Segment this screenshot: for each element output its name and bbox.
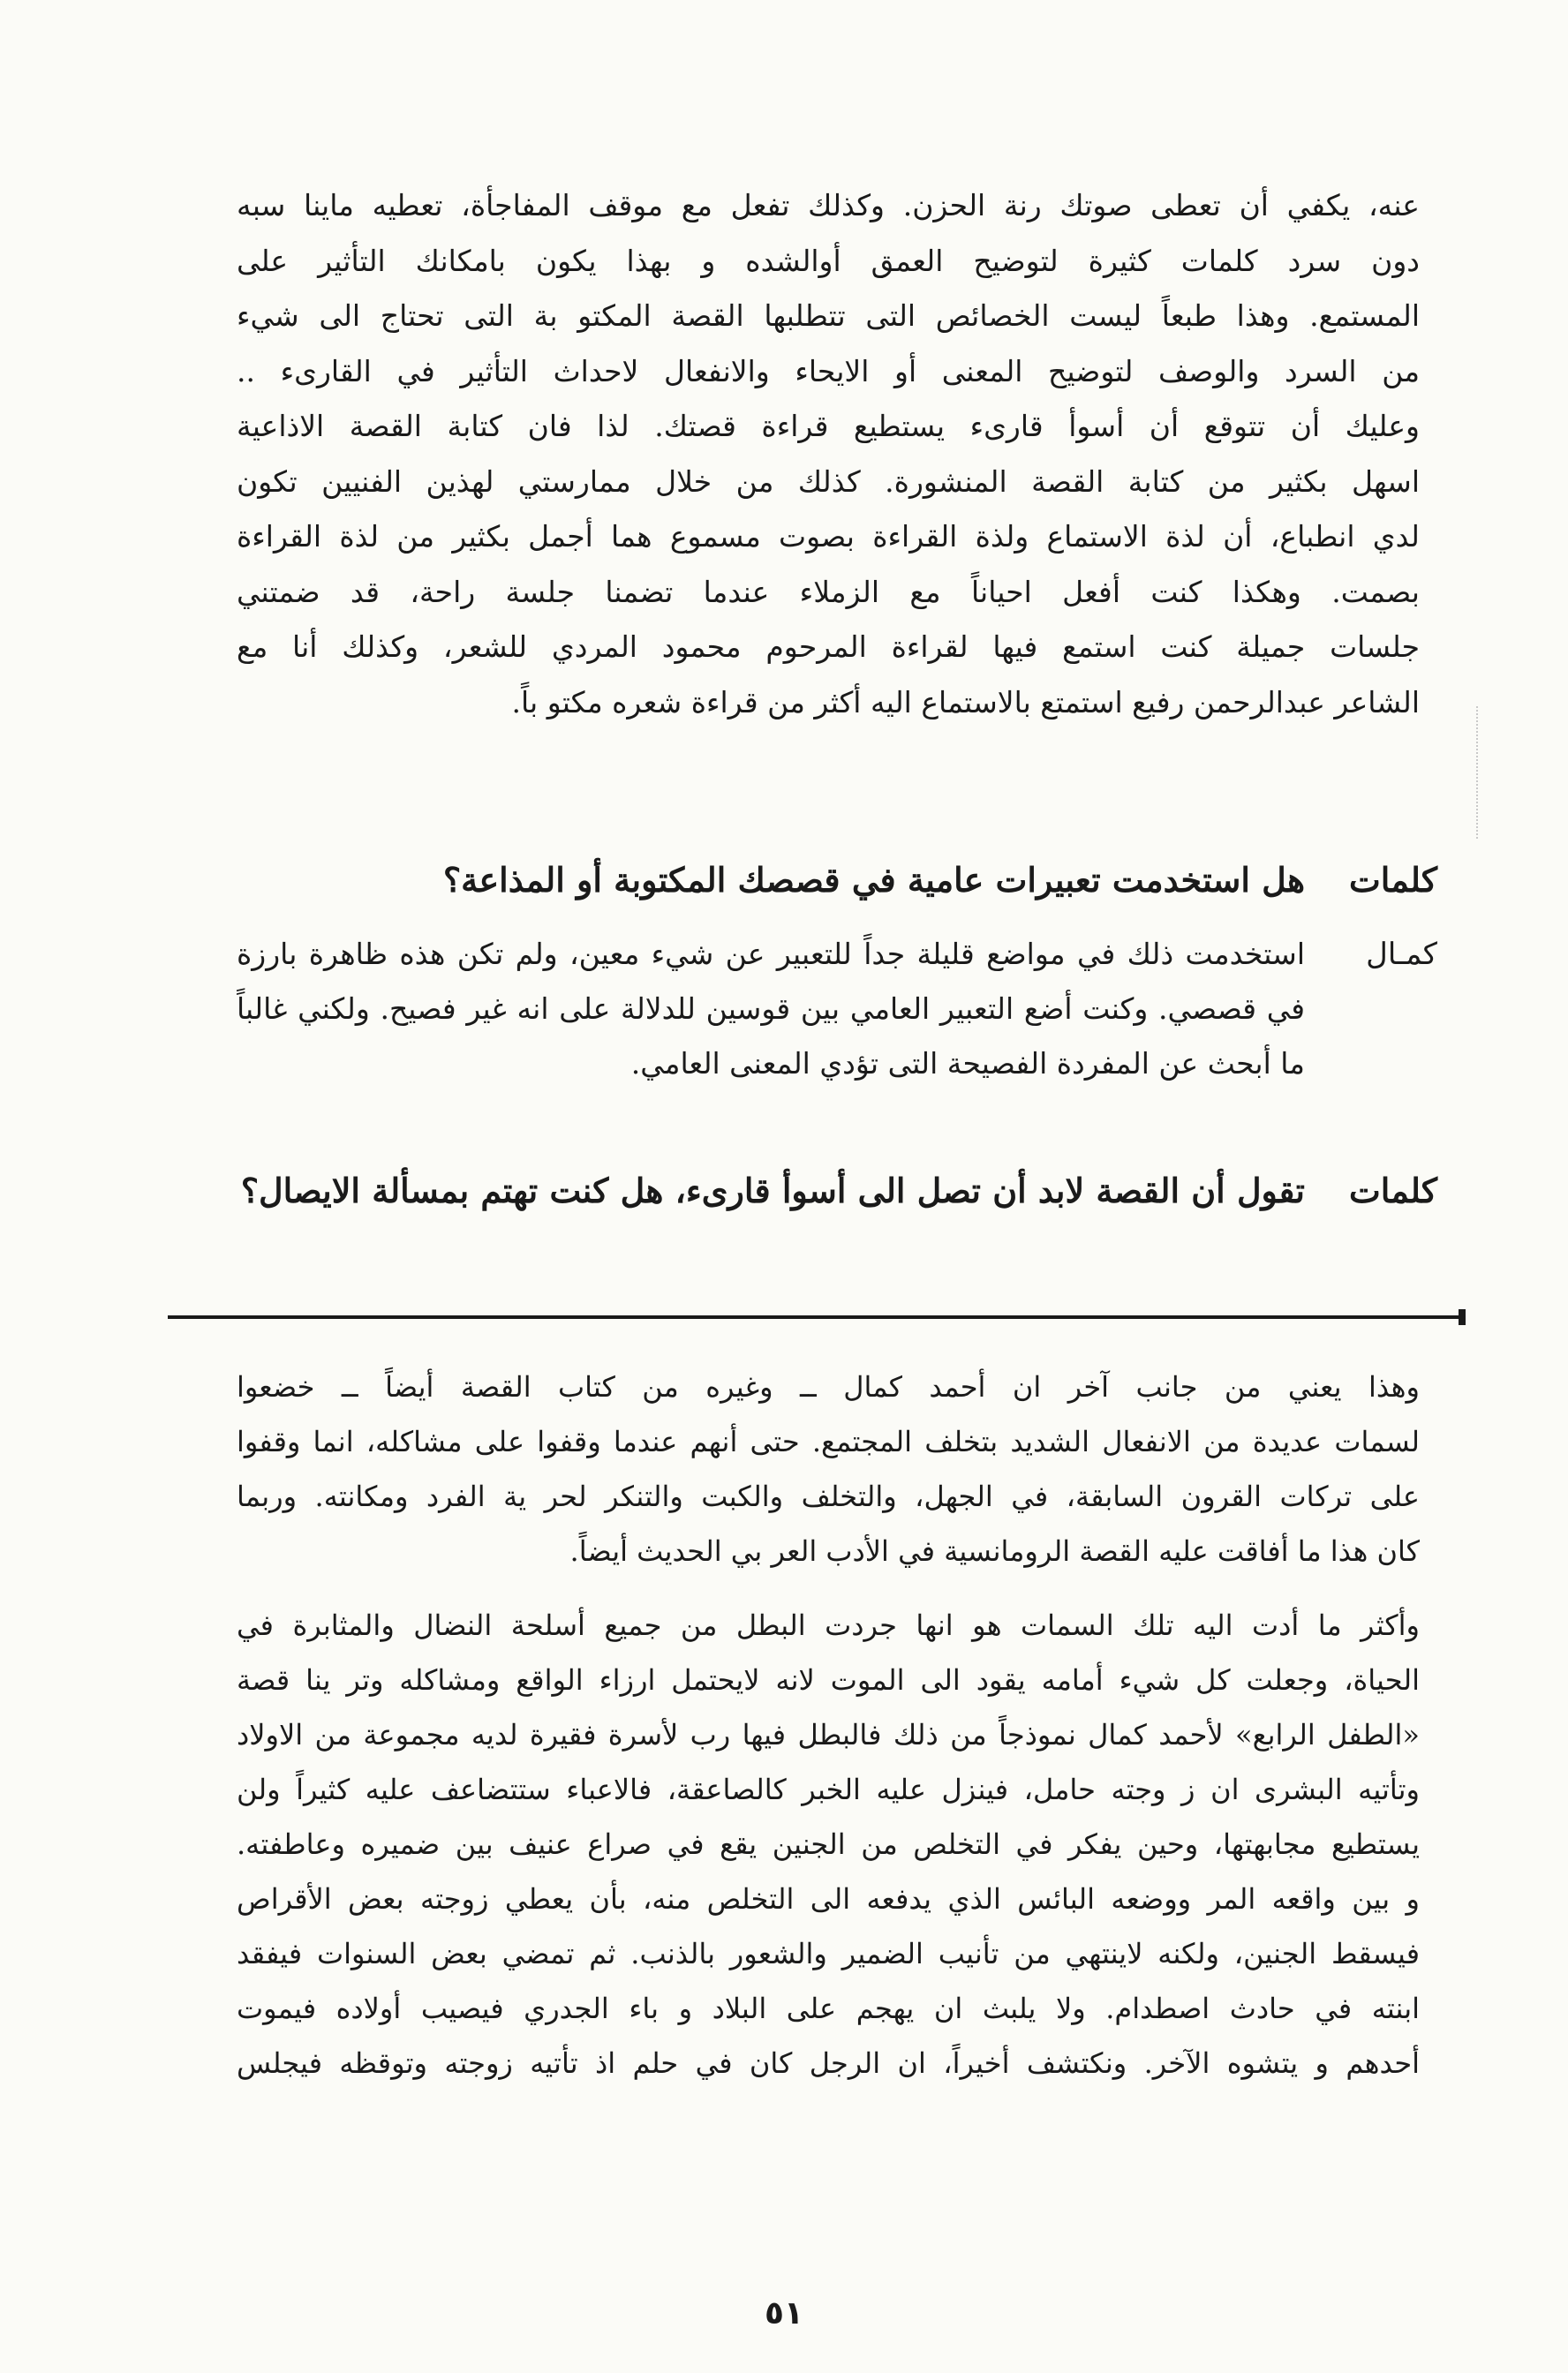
question-text: تقول أن القصة لابد أن تصل الى أسوأ قارىء، هل كنت تهتم بمسألة الايصال؟ [240,1171,1305,1210]
text-line: وعليك أن تتوقع أن أسوأ قارىء يستطيع قراءة قصتك. لذا فان كتابة القصة الاذاعية [237,409,1420,443]
speaker-label: كلمات [1349,1171,1437,1210]
question-block [237,1160,1437,1222]
question-text: هل استخدمت تعبيرات عامية في قصصك المكتوبة أو المذاعة؟ [442,860,1305,900]
text-line: استخدمت ذلك في مواضع قليلة جداً للتعبير عن شيء معين، ولم تكن هذه ظاهرة بارزة [237,937,1305,971]
text-line: كان هذا ما أفاقت عليه القصة الرومانسية في الأدب العر بي الحديث أيضاً. [569,1534,1420,1568]
text-line: من السرد والوصف لتوضيح المعنى أو الايحاء والانفعال لاحداث التأثير في القارىء .. [237,353,1420,388]
page-number: ٥١ [765,2295,803,2332]
text-line: وهذا يعني من جانب آخر ان أحمد كمال ــ وغيره من كتاب القصة أيضاً ــ خضعوا [237,1370,1420,1404]
text-line: الحياة، وجعلت كل شيء أمامه يقود الى الموت لانه لايحتمل ارزاء الواقع ومشاكله وتر ينا قصة [237,1663,1420,1697]
text-line: دون سرد كلمات كثيرة لتوضيح العمق أوالشده و بهذا يكون بامكانك التأثير على [237,243,1420,278]
text-line: و بين واقعه المر ووضعه البائس الذي يدفعه الى التخلص منه، بأن يعطي زوجته بعض الأقراص [237,1882,1420,1916]
text-line: أحدهم و يتشوه الآخر. ونكتشف أخيراً، ان الرجل كان في حلم اذ تأتيه زوجته وتوقظه فيجلس [237,2046,1420,2080]
footnote-divider [168,1315,1466,1319]
text-line: جلسات جميلة كنت استمع فيها لقراءة المرحوم محمود المردي للشعر، وكذلك أنا مع [237,629,1420,664]
text-line: بصمت. وهكذا كنت أفعل احياناً مع الزملاء عندما تضمنا جلسة راحة، قد ضمتني [237,574,1420,609]
text-line: اسهل بكثير من كتابة القصة المنشورة. كذلك من خلال ممارستي لهذين الفنيين تكون [237,463,1420,499]
text-line: في قصصي. وكنت أضع التعبير العامي بين قوسين للدلالة على انه غير فصيح. ولكني غالباً [237,991,1305,1026]
speaker-label: كمـال [1366,937,1437,972]
speaker-label: كلمات [1349,860,1437,900]
paragraph-gap [237,1578,1420,1598]
text-line: المستمع. وهذا طبعاً ليست الخصائص التى تتطلبها القصة المكتو بة التى تحتاج الى شيء [237,298,1420,333]
text-line: عنه، يكفي أن تعطى صوتك رنة الحزن. وكذلك تفعل مع موقف المفاجأة، تعطيه ماينا سبه [237,188,1420,222]
question-block [237,849,1437,911]
text-line: لسمات عديدة من الانفعال الشديد بتخلف المجتمع. حتى أنهم عندما وقفوا على مشاكله، انما وقفوا [237,1425,1420,1458]
text-line: يستطيع مجابهتها، وحين يفكر في التخلص من الجنين يقع في صراع عنيف بين ضميره وعاطفته. [237,1827,1420,1861]
answer-text [237,927,1305,1091]
text-line: وأكثر ما أدت اليه تلك السمات هو انها جردت البطل من جميع أسلحة النضال والمثابرة في [237,1608,1420,1642]
text-line: فيسقط الجنين، ولكنه لاينتهي من تأنيب الضمير والشعور بالذنب. ثم تمضي بعض السنوات فيفقد [237,1937,1420,1970]
intro-paragraph [237,178,1420,730]
footnote-divider-tick [1459,1309,1466,1325]
margin-dots [1476,706,1481,839]
answer-block [237,927,1437,1091]
footnote-section [237,1360,1420,2090]
text-line: «الطفل الرابع» لأحمد كمال نموذجاً من ذلك فالبطل فيها رب لأسرة فقيرة لديه مجموعة من الاولاد [237,1718,1420,1752]
text-line: لدي انطباع، أن لذة الاستماع ولذة القراءة بصوت مسموع هما أجمل بكثير من لذة القراءة [237,519,1420,554]
text-line: ما أبحث عن المفردة الفصيحة التى تؤدي المعنى العامي. [630,1046,1305,1081]
text-line: ابنته في حادث اصطدام. ولا يلبث ان يهجم على البلاد و باء الجدري فيصيب أولاده فيموت [237,1992,1420,2025]
text-line: وتأتيه البشرى ان ز وجته حامل، فينزل عليه الخبر كالصاعقة، فالاعباء ستتضاعف عليه كثيراً ولن [237,1773,1420,1806]
text-line: الشاعر عبدالرحمن رفيع استمتع بالاستماع اليه أكثر من قراءة شعره مكتو باً. [511,684,1420,719]
text-line: على تركات القرون السابقة، في الجهل، والتخلف والكبت والتنكر لحر ية الفرد ومكانته. وربما [237,1480,1420,1513]
